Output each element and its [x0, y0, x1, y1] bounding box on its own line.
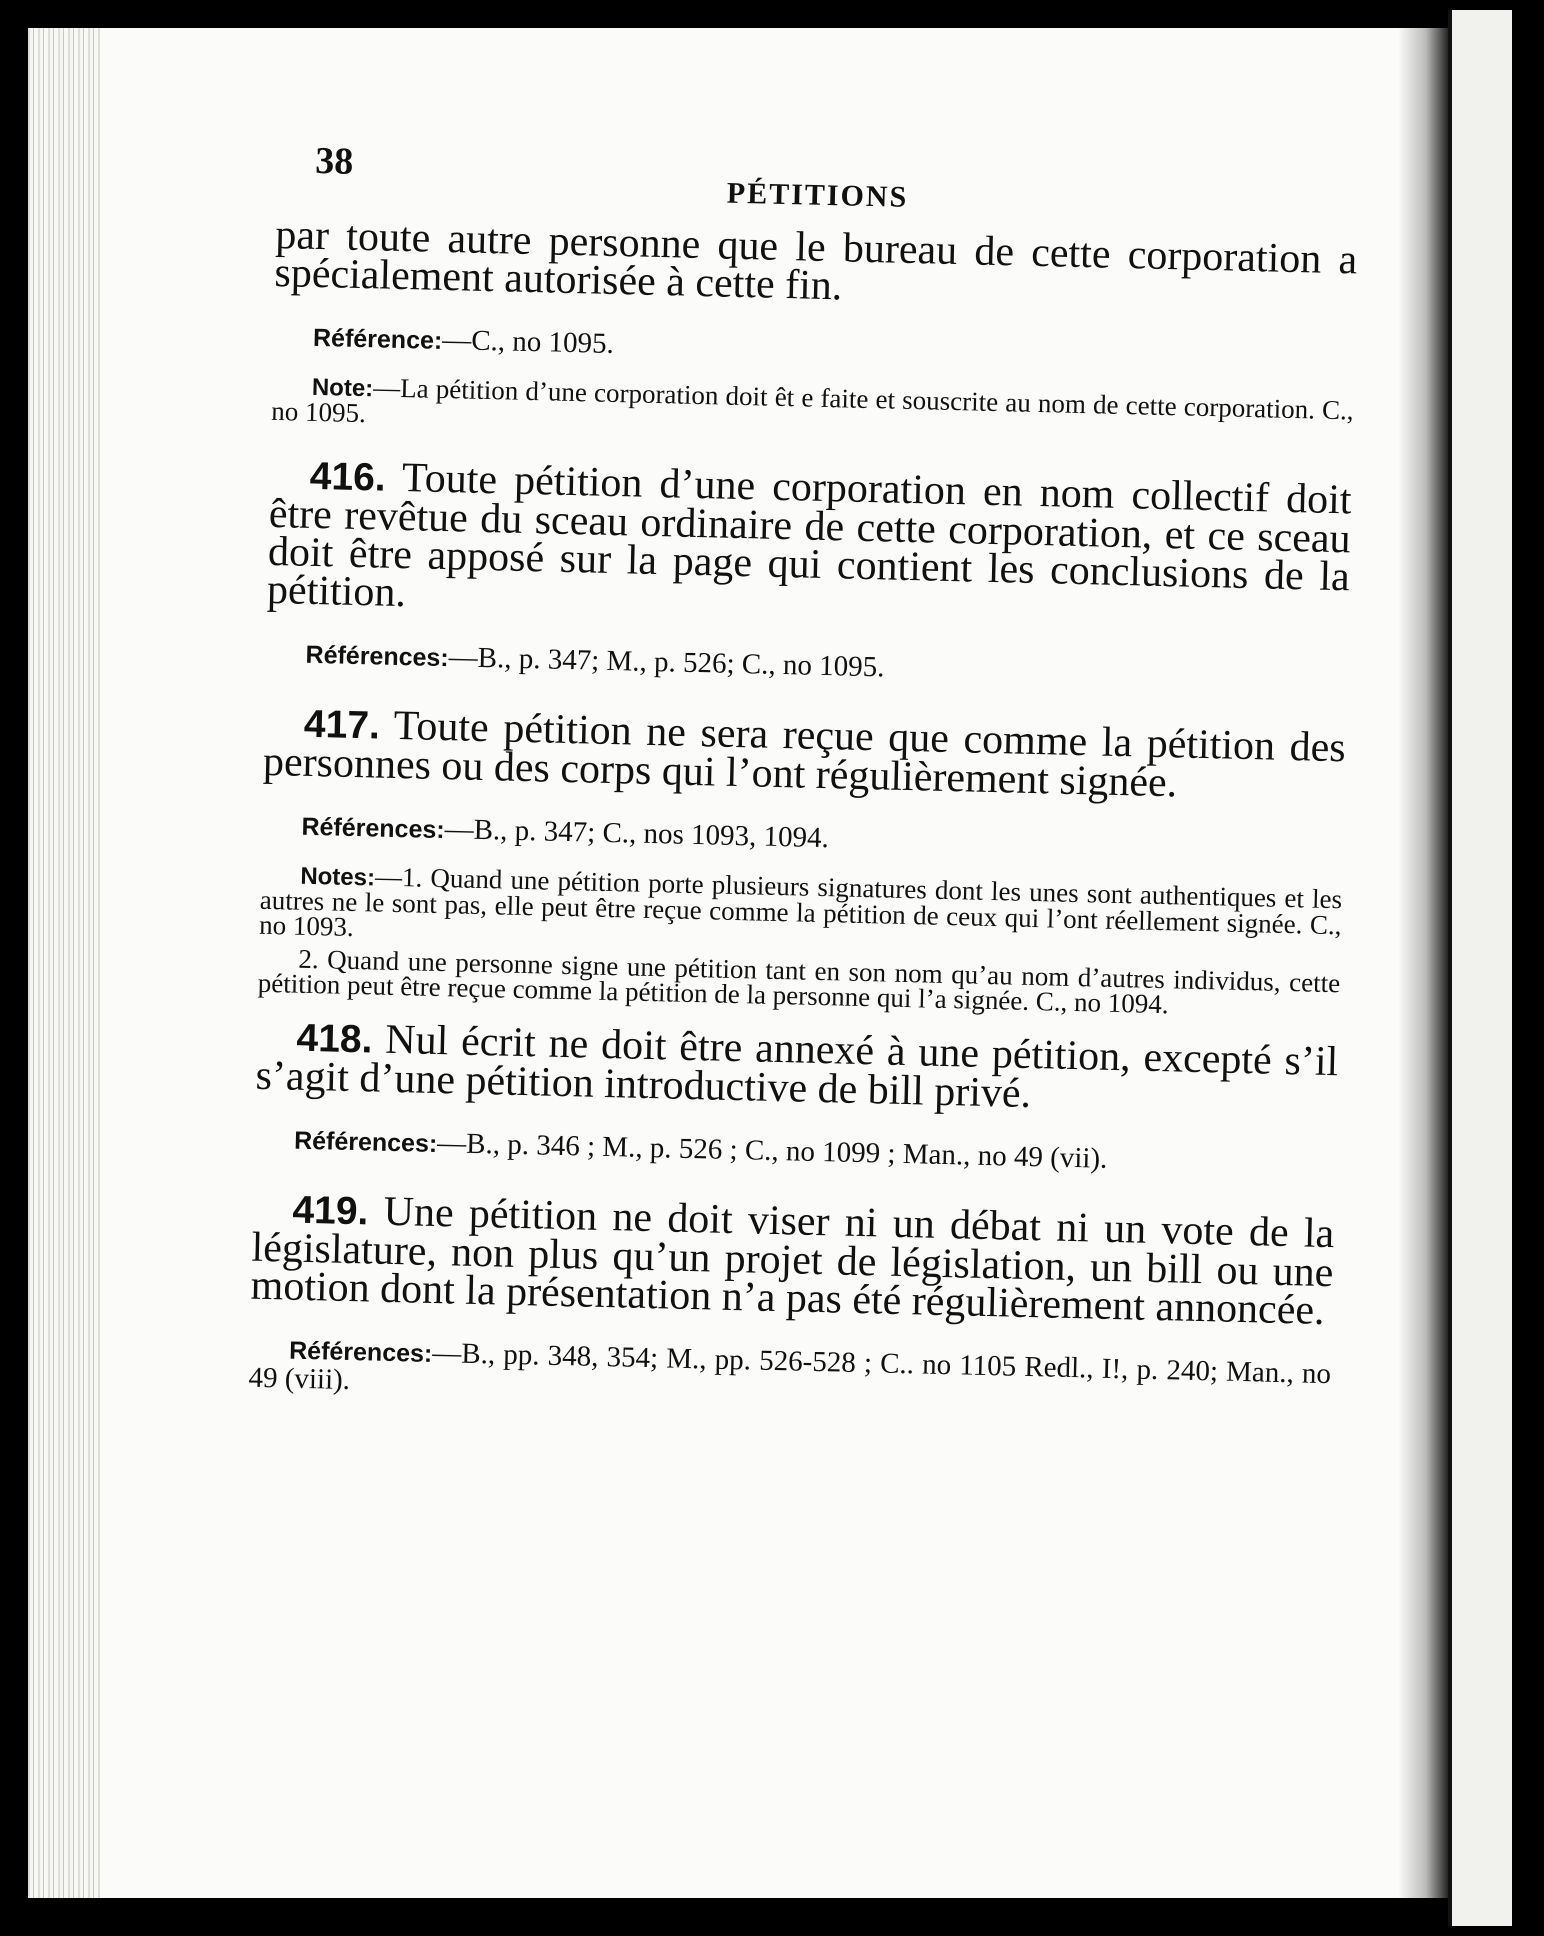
- references-label: Références:: [288, 1336, 433, 1368]
- references-label: Références:: [293, 1126, 438, 1159]
- article-number: 419.: [292, 1188, 369, 1234]
- page-number: 38: [314, 139, 354, 183]
- page-content: [248, 128, 1360, 1439]
- references-418: [254, 1125, 1336, 1179]
- book-page: [28, 28, 1448, 1898]
- article-text: Une pétition ne doit viser ni un débat ni un vote de la législature, non plus qu’un projet de législation, un bill ou une motion dont la présentation n’a pas été régulièrement annoncée.: [250, 1188, 1335, 1334]
- article-number: 418.: [296, 1016, 373, 1062]
- note-text: —1. Quand une pétition porte plusieurs signatures dont les unes sont authentiques et les autres ne le sont pas, elle peut être reçue comme la pétition de ceux qui l’ont réellement signée. C., no 1093.: [258, 861, 1343, 943]
- intro-paragraph: par toute autre personne que le bureau de cette corporation a spécialement autorisée à cette fin.: [274, 211, 1358, 310]
- article-text: Toute pétition d’une corporation en nom collectif doit être revêtue du sceau ordinaire de cette corporation, et ce sceau doit être apposé sur la page qui contient les conclusions de la pétition.: [266, 455, 1353, 617]
- reference-label: Référence:: [312, 323, 443, 355]
- article-419: [250, 1188, 1335, 1334]
- gutter-shadow: [1398, 28, 1448, 1898]
- references-417: [261, 811, 1343, 865]
- references-419: [248, 1335, 1331, 1417]
- note-label: Note:: [311, 373, 374, 403]
- references-text: —B., pp. 348, 354; M., pp. 526-528 ; C.. no 1105 Redl., I!, p. 240; Man., no 49 (viii).: [248, 1336, 1332, 1397]
- notes-label: Notes:: [300, 862, 376, 892]
- article-number: 417.: [303, 702, 381, 748]
- article-text: Toute pétition ne sera reçue que comme la pétition des personnes ou des corps qui l’ont régulièrement signée.: [262, 702, 1347, 807]
- article-text: Nul écrit ne doit être annexé à une pétition, excepté s’il s’agit d’une pétition introductive de bill privé.: [255, 1016, 1339, 1118]
- references-416: [265, 639, 1347, 693]
- reference-text: —C., no 1095.: [441, 323, 615, 360]
- article-416: [267, 456, 1352, 634]
- article-number: 416.: [309, 454, 387, 500]
- reference-intro: [273, 322, 1355, 376]
- references-label: Références:: [301, 812, 445, 845]
- note-text: —La pétition d’une corporation doit êt e faite et souscrite au nom de cette corporation. C., no 1095.: [270, 372, 1354, 429]
- next-page-edge: [1448, 10, 1512, 1926]
- references-text: —B., p. 347; C., nos 1093, 1094.: [444, 813, 830, 855]
- page-edges: [28, 28, 100, 1898]
- running-head: PÉTITIONS: [726, 176, 909, 214]
- note-text: 2. Quand une personne signe une pétition tant en son nom qu’au nom d’autres individus, cette pétition peut être reçue comme la pétition de la personne qui l’a signée. C., no 1094.: [257, 943, 1341, 1020]
- references-label: Références:: [305, 640, 450, 673]
- references-text: —B., p. 347; M., p. 526; C., no 1095.: [448, 641, 885, 684]
- references-text: —B., p. 346 ; M., p. 526 ; C., no 1099 ; Man., no 49 (vii).: [436, 1127, 1108, 1175]
